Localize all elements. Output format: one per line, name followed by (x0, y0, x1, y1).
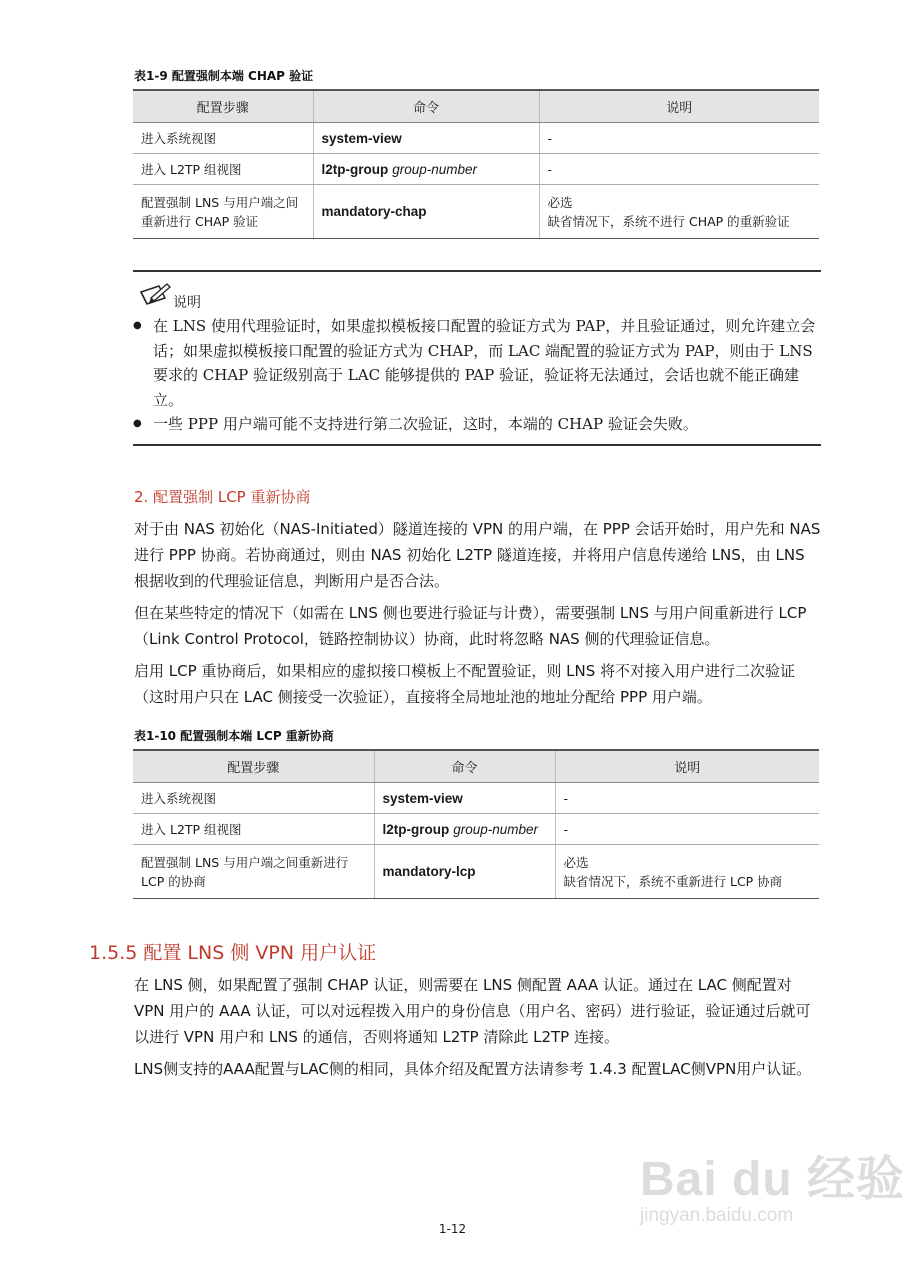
section-heading: 2. 配置强制 LCP 重新协商 (134, 488, 311, 506)
watermark (640, 1140, 905, 1227)
table-row (133, 845, 819, 899)
table-row (133, 154, 819, 185)
command-cell: system-view (374, 783, 555, 814)
step-cell: 配置强制 LNS 与用户端之间重新进行 LCP 的协商 (133, 845, 374, 899)
note-box (133, 270, 821, 446)
watermark-logo: Bai du 经验 (640, 1153, 905, 1206)
table-caption: 表1-10 配置强制本端 LCP 重新协商 (134, 729, 334, 743)
note-pencil-icon (137, 282, 171, 314)
table-caption: 表1-9 配置强制本端 CHAP 验证 (134, 69, 314, 83)
command-cell: mandatory-chap (313, 185, 539, 239)
table-row (133, 123, 819, 154)
paragraph: LNS侧支持的AAA配置与LAC侧的相同，具体介绍及配置方法请参考 1.4.3 配置LAC侧VPN用户认证。 (134, 1060, 812, 1078)
table-row (133, 185, 819, 239)
config-table (133, 89, 819, 239)
note-list (133, 314, 821, 437)
command-cell: l2tp-group group-number (374, 814, 555, 845)
column-header: 配置步骤 (133, 90, 313, 123)
config-table (133, 749, 819, 899)
watermark-url: jingyan.baidu.com (640, 1205, 794, 1226)
description-cell: - (555, 783, 819, 814)
note-title: 说明 (173, 295, 201, 311)
paragraph: 但在某些特定的情况下（如需在 LNS 侧也要进行验证与计费），需要强制 LNS 与用户间重新进行 LCP（Link Control Protocol，链路控制协议）协商，此时将忽略 NAS 侧的代理验证信息。 (134, 604, 807, 648)
description-cell: 必选 缺省情况下，系统不进行 CHAP 的重新验证 (539, 185, 819, 239)
description-cell: - (539, 154, 819, 185)
step-cell: 进入 L2TP 组视图 (133, 154, 313, 185)
page-number: 1-12 (438, 1222, 467, 1236)
column-header: 配置步骤 (133, 750, 374, 783)
command-cell: mandatory-lcp (374, 845, 555, 899)
paragraph: 对于由 NAS 初始化（NAS-Initiated）隧道连接的 VPN 的用户端，在 PPP 会话开始时，用户先和 NAS 进行 PPP 协商。若协商通过，则由 NAS 初始化 L2TP 隧道连接，并将用户信息传递给 LNS，由 LNS 根据收到的代理验证信息，判断用户是否合法。 (134, 520, 821, 590)
step-cell: 进入系统视图 (133, 783, 374, 814)
step-cell: 进入 L2TP 组视图 (133, 814, 374, 845)
paragraph: 在 LNS 侧，如果配置了强制 CHAP 认证，则需要在 LNS 侧配置 AAA 认证。通过在 LAC 侧配置对 VPN 用户的 AAA 认证，可以对远程拨入用户的身份信息（用户名、密码）进行验证，验证通过后就可以进行 VPN 用户和 LNS 的通信，否则将通知 L2TP 清除此 L2TP 连接。 (134, 976, 811, 1046)
column-header: 说明 (539, 90, 819, 123)
note-item: ● 一些 PPP 用户端可能不支持进行第二次验证，这时，本端的 CHAP 验证会失败。 (133, 412, 821, 437)
step-cell: 进入系统视图 (133, 123, 313, 154)
command-cell: system-view (313, 123, 539, 154)
paragraph: 启用 LCP 重协商后，如果相应的虚拟接口模板上不配置验证，则 LNS 将不对接入用户进行二次验证（这时用户只在 LAC 侧接受一次验证），直接将全局地址池的地址分配给 PPP 用户端。 (134, 662, 796, 706)
command-cell: l2tp-group group-number (313, 154, 539, 185)
section-heading: 1.5.5 配置 LNS 侧 VPN 用户认证 (89, 942, 377, 964)
description-cell: 必选 缺省情况下，系统不重新进行 LCP 协商 (555, 845, 819, 899)
column-header: 命令 (374, 750, 555, 783)
column-header: 命令 (313, 90, 539, 123)
description-cell: - (539, 123, 819, 154)
note-item: ● 在 LNS 使用代理验证时，如果虚拟模板接口配置的验证方式为 PAP，并且验证通过，则允许建立会话；如果虚拟模板接口配置的验证方式为 CHAP，而 LAC 端配置的验证方式为 PAP，则由于 LNS 要求的 CHAP 验证级别高于 LAC 能够提供的 PAP 验证，验证将无法通过，会话也就不能正确建立。 (133, 314, 821, 412)
table-row (133, 783, 819, 814)
step-cell: 配置强制 LNS 与用户端之间重新进行 CHAP 验证 (133, 185, 313, 239)
column-header: 说明 (555, 750, 819, 783)
description-cell: - (555, 814, 819, 845)
table-row (133, 814, 819, 845)
